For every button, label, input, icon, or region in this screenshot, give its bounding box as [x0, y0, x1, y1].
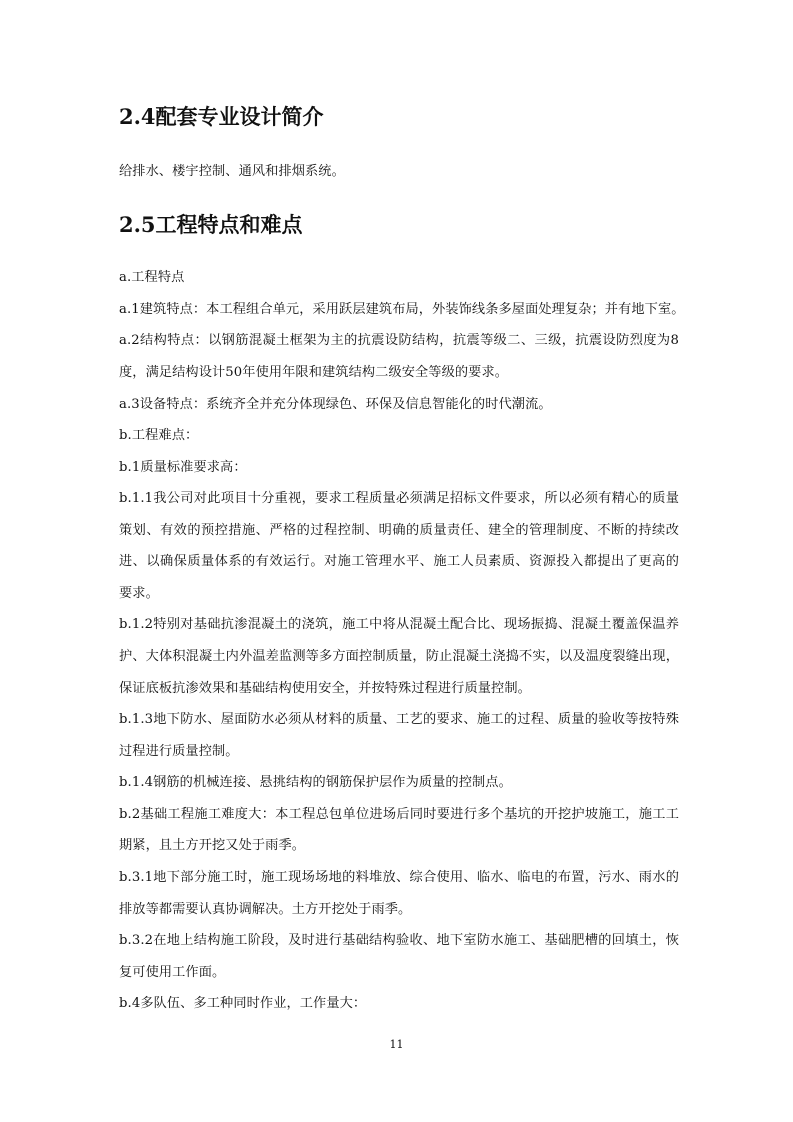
paragraph-line: b.1.4钢筋的机械连接、悬挑结构的钢筋保护层作为质量的控制点。 [119, 775, 512, 790]
paragraph-line: 护、大体积混凝土内外温差监测等多方面控制质量，防止混凝土浇捣不实，以及温度裂缝出现， [119, 649, 679, 664]
paragraph-line: 过程进行质量控制。 [119, 744, 239, 759]
paragraph-line: b.2基础工程施工难度大：本工程总包单位进场后同时要进行多个基坑的开挖护坡施工，施工工 [119, 807, 679, 822]
paragraph-line: 保证底板抗渗效果和基础结构使用安全，并按特殊过程进行质量控制。 [119, 681, 531, 696]
paragraph-line: 要求。 [119, 586, 159, 601]
paragraph-line: b.1质量标准要求高： [119, 460, 247, 475]
paragraph-line: b.4多队伍、多工种同时作业，工作量大： [119, 996, 367, 1011]
paragraph-line: 排放等都需要认真协调解决。土方开挖处于雨季。 [119, 902, 412, 917]
page-number: 11 [389, 1038, 404, 1051]
section-2-4-body: 给排水、楼宇控制、通风和排烟系统。 [119, 164, 345, 179]
paragraph-line: 策划、有效的预控措施、严格的过程控制、明确的质量责任、建全的管理制度、不断的持续改 [119, 523, 679, 538]
paragraph-line: b.1.3地下防水、屋面防水必须从材料的质量、工艺的要求、施工的过程、质量的验收等按特殊 [119, 712, 679, 727]
section-2-4-heading: 2.4配套专业设计简介 [119, 104, 324, 129]
paragraph-line: a.2结构特点：以钢筋混凝土框架为主的抗震设防结构，抗震等级二、三级，抗震设防烈度为8 [119, 333, 679, 348]
paragraph-line: b.3.1地下部分施工时，施工现场场地的料堆放、综合使用、临水、临电的布置，污水、雨水的 [119, 870, 679, 885]
paragraph-line: b.1.2特别对基础抗渗混凝土的浇筑，施工中将从混凝土配合比、现场振捣、混凝土覆盖保温养 [119, 617, 679, 632]
paragraph-line: a.工程特点 [119, 270, 185, 285]
section-2-5-heading: 2.5工程特点和难点 [119, 212, 303, 237]
paragraph-line: 期紧，且土方开挖又处于雨季。 [119, 838, 306, 853]
paragraph-line: 复可使用工作面。 [119, 965, 226, 980]
paragraph-line: a.3设备特点：系统齐全并充分体现绿色、环保及信息智能化的时代潮流。 [119, 397, 552, 412]
paragraph-line: 进、以确保质量体系的有效运行。对施工管理水平、施工人员素质、资源投入都提出了更高的 [119, 554, 679, 569]
paragraph-line: a.1建筑特点：本工程组合单元，采用跃层建筑布局，外装饰线条多屋面处理复杂；并有地下室。 [119, 302, 685, 317]
paragraph-line: 度，满足结构设计50年使用年限和建筑结构二级安全等级的要求。 [119, 365, 509, 380]
paragraph-line: b.3.2在地上结构施工阶段，及时进行基础结构验收、地下室防水施工、基础肥槽的回填土，恢 [119, 933, 679, 948]
paragraph-line: b.工程难点： [119, 428, 199, 443]
paragraph-line: b.1.1我公司对此项目十分重视，要求工程质量必须满足招标文件要求，所以必须有精心的质量 [119, 491, 679, 506]
